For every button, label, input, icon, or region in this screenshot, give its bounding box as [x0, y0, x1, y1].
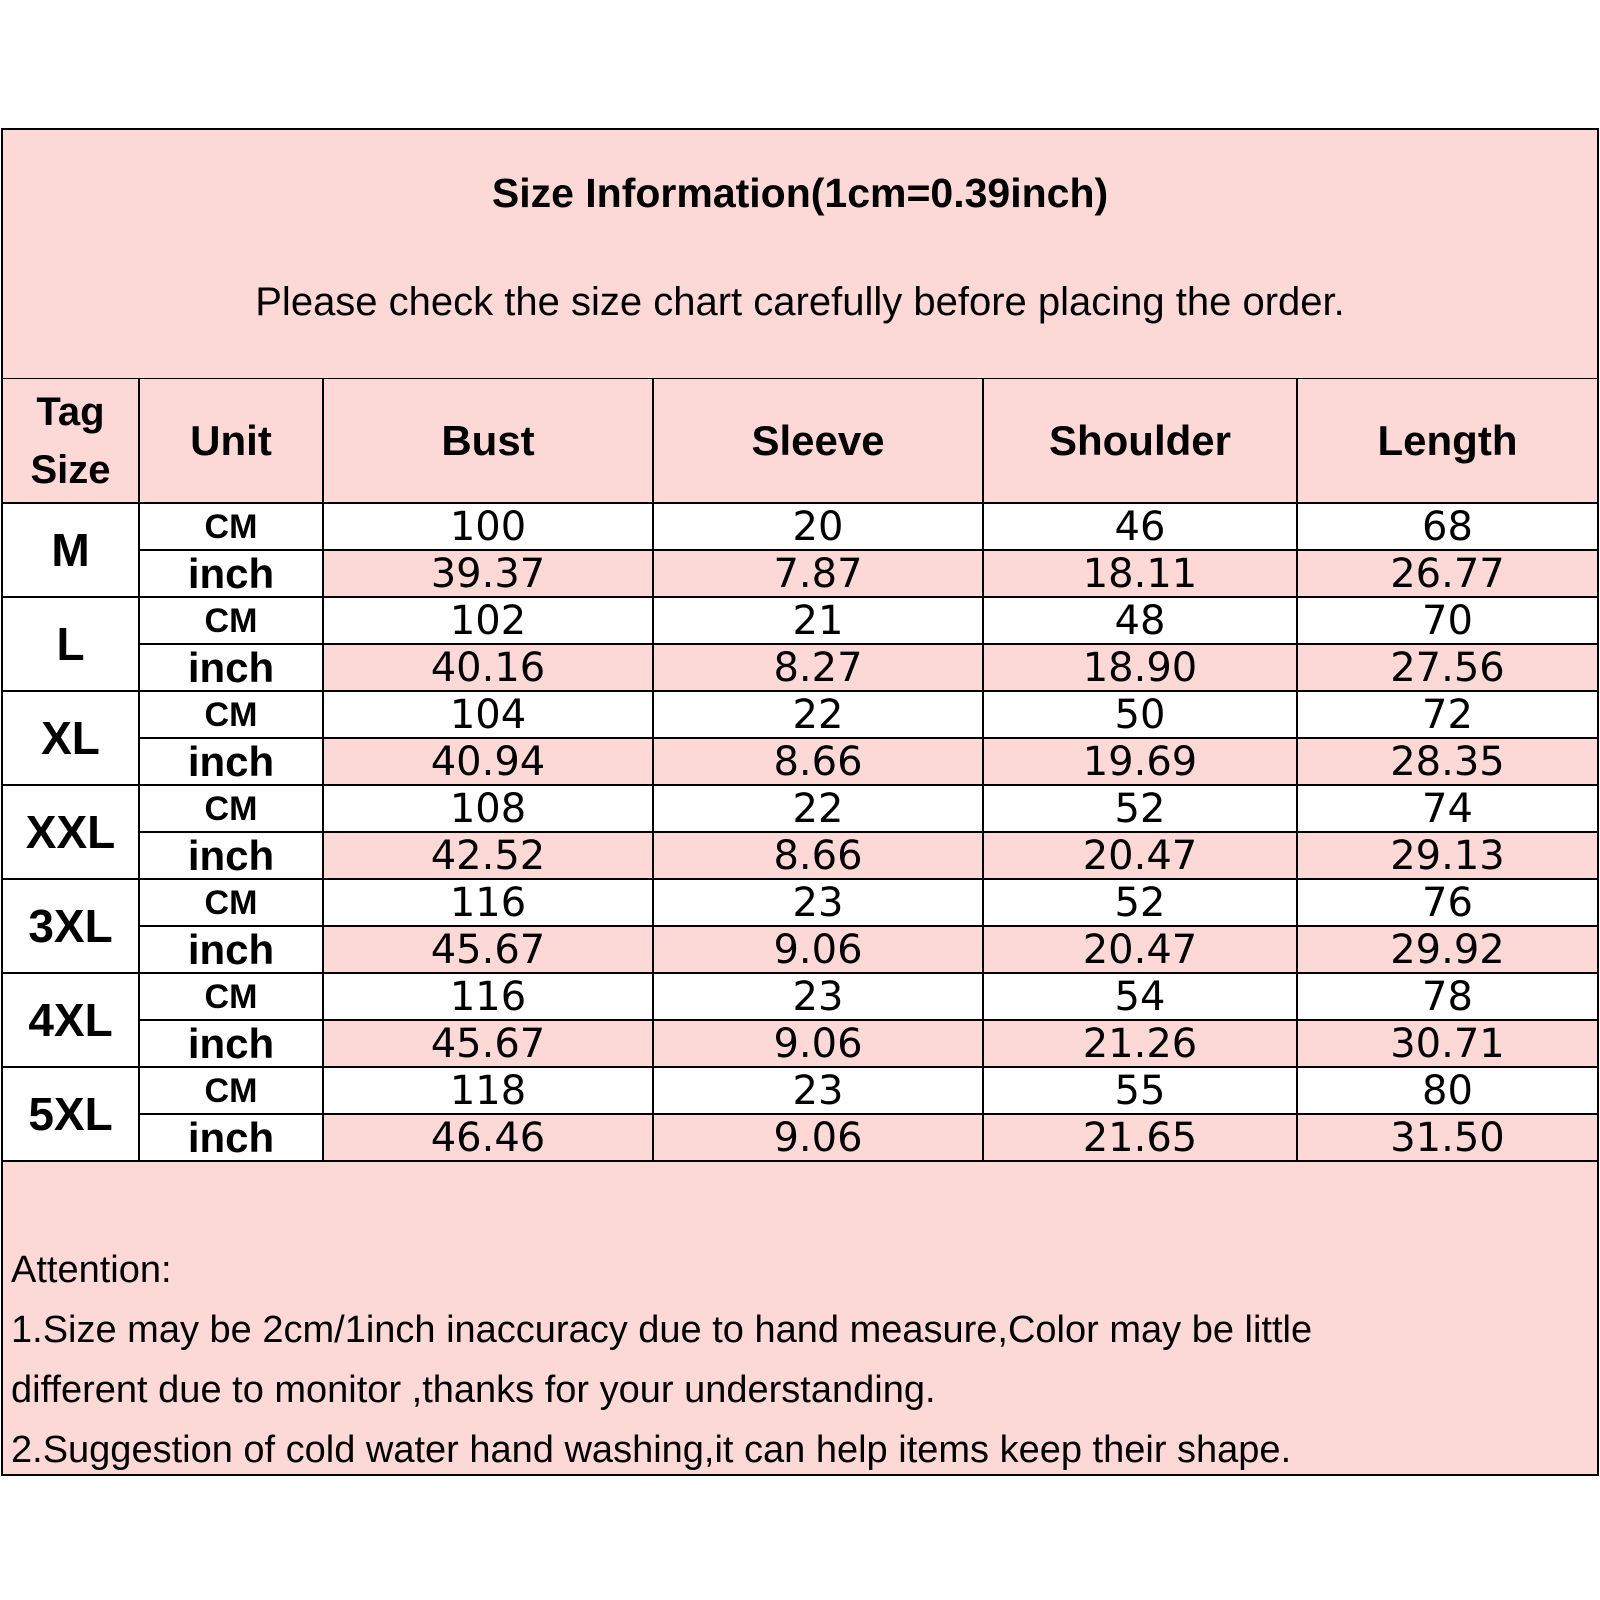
shoulder-inch-cell: 19.69	[983, 738, 1297, 785]
tag-size-cell: XXL	[3, 785, 139, 879]
length-inch-cell: 31.50	[1297, 1114, 1597, 1161]
tag-size-cell: 5XL	[3, 1067, 139, 1161]
size-row-inch	[3, 738, 1597, 785]
bust-inch-cell: 40.16	[323, 644, 653, 691]
attention-note-line: 1.Size may be 2cm/1inch inaccuracy due to hand measure,Color may be little	[11, 1309, 1313, 1351]
sleeve-cm-cell: 21	[653, 597, 983, 644]
unit-cell-cm: CM	[139, 879, 323, 926]
attention-note-line: 2.Suggestion of cold water hand washing,it can help items keep their shape.	[11, 1429, 1292, 1471]
unit-cell-cm: CM	[139, 691, 323, 738]
size-row-inch	[3, 926, 1597, 973]
bust-inch-cell: 39.37	[323, 550, 653, 597]
shoulder-cm-cell: 52	[983, 785, 1297, 832]
length-cm-cell: 76	[1297, 879, 1597, 926]
size-table	[3, 379, 1597, 1162]
column-header-unit: Unit	[139, 379, 323, 503]
tag-size-header-line2: Size	[30, 447, 111, 492]
size-row-cm	[3, 879, 1597, 926]
unit-cell-inch: inch	[139, 926, 323, 973]
bust-cm-cell: 118	[323, 1067, 653, 1114]
bust-inch-cell: 42.52	[323, 832, 653, 879]
unit-cell-cm: CM	[139, 597, 323, 644]
shoulder-cm-cell: 54	[983, 973, 1297, 1020]
bust-cm-cell: 100	[323, 503, 653, 550]
length-inch-cell: 27.56	[1297, 644, 1597, 691]
tag-size-cell: 4XL	[3, 973, 139, 1067]
column-header-sleeve: Sleeve	[653, 379, 983, 503]
sleeve-inch-cell: 9.06	[653, 1020, 983, 1067]
attention-heading: Attention:	[11, 1249, 172, 1291]
bust-cm-cell: 104	[323, 691, 653, 738]
length-inch-cell: 28.35	[1297, 738, 1597, 785]
unit-cell-inch: inch	[139, 738, 323, 785]
size-chart-title: Size Information(1cm=0.39inch)	[491, 170, 1109, 216]
shoulder-inch-cell: 21.26	[983, 1020, 1297, 1067]
length-cm-cell: 78	[1297, 973, 1597, 1020]
size-row-inch	[3, 1020, 1597, 1067]
bust-inch-cell: 45.67	[323, 1020, 653, 1067]
tag-size-cell: L	[3, 597, 139, 691]
unit-cell-inch: inch	[139, 1114, 323, 1161]
sleeve-cm-cell: 22	[653, 691, 983, 738]
shoulder-cm-cell: 50	[983, 691, 1297, 738]
column-header-shoulder: Shoulder	[983, 379, 1297, 503]
length-inch-cell: 29.92	[1297, 926, 1597, 973]
sleeve-inch-cell: 8.66	[653, 832, 983, 879]
sleeve-inch-cell: 8.27	[653, 644, 983, 691]
bust-inch-cell: 46.46	[323, 1114, 653, 1161]
column-header-tag-size	[3, 379, 139, 503]
size-row-cm	[3, 785, 1597, 832]
unit-cell-inch: inch	[139, 832, 323, 879]
length-inch-cell: 26.77	[1297, 550, 1597, 597]
sleeve-cm-cell: 22	[653, 785, 983, 832]
length-cm-cell: 72	[1297, 691, 1597, 738]
size-row-inch	[3, 550, 1597, 597]
sleeve-cm-cell: 23	[653, 1067, 983, 1114]
tag-size-cell: M	[3, 503, 139, 597]
length-cm-cell: 70	[1297, 597, 1597, 644]
bust-cm-cell: 116	[323, 879, 653, 926]
size-row-inch	[3, 832, 1597, 879]
size-row-inch	[3, 1114, 1597, 1161]
attention-note-line: different due to monitor ,thanks for your understanding.	[11, 1369, 936, 1411]
sleeve-cm-cell: 23	[653, 879, 983, 926]
size-table-body	[3, 503, 1597, 1161]
shoulder-inch-cell: 20.47	[983, 926, 1297, 973]
shoulder-cm-cell: 46	[983, 503, 1297, 550]
sleeve-inch-cell: 9.06	[653, 926, 983, 973]
size-row-inch	[3, 644, 1597, 691]
shoulder-cm-cell: 48	[983, 597, 1297, 644]
tag-size-cell: XL	[3, 691, 139, 785]
size-row-cm	[3, 691, 1597, 738]
shoulder-inch-cell: 21.65	[983, 1114, 1297, 1161]
length-cm-cell: 74	[1297, 785, 1597, 832]
shoulder-inch-cell: 20.47	[983, 832, 1297, 879]
unit-cell-cm: CM	[139, 973, 323, 1020]
size-row-cm	[3, 597, 1597, 644]
column-header-bust: Bust	[323, 379, 653, 503]
size-row-cm	[3, 1067, 1597, 1114]
size-row-cm	[3, 973, 1597, 1020]
bust-inch-cell: 45.67	[323, 926, 653, 973]
tag-size-cell: 3XL	[3, 879, 139, 973]
shoulder-cm-cell: 55	[983, 1067, 1297, 1114]
size-chart-header	[3, 130, 1597, 380]
length-inch-cell: 29.13	[1297, 832, 1597, 879]
bust-cm-cell: 102	[323, 597, 653, 644]
unit-cell-cm: CM	[139, 1067, 323, 1114]
size-chart	[1, 128, 1599, 1476]
shoulder-inch-cell: 18.11	[983, 550, 1297, 597]
unit-cell-inch: inch	[139, 644, 323, 691]
bust-cm-cell: 108	[323, 785, 653, 832]
bust-cm-cell: 116	[323, 973, 653, 1020]
shoulder-inch-cell: 18.90	[983, 644, 1297, 691]
unit-cell-inch: inch	[139, 550, 323, 597]
sleeve-inch-cell: 8.66	[653, 738, 983, 785]
bust-inch-cell: 40.94	[323, 738, 653, 785]
shoulder-cm-cell: 52	[983, 879, 1297, 926]
length-cm-cell: 80	[1297, 1067, 1597, 1114]
unit-cell-inch: inch	[139, 1020, 323, 1067]
unit-cell-cm: CM	[139, 785, 323, 832]
sleeve-inch-cell: 7.87	[653, 550, 983, 597]
sleeve-inch-cell: 9.06	[653, 1114, 983, 1161]
attention-notes	[11, 1240, 1581, 1480]
length-inch-cell: 30.71	[1297, 1020, 1597, 1067]
table-header-row	[3, 379, 1597, 503]
size-chart-subtitle: Please check the size chart carefully before placing the order.	[255, 280, 1345, 324]
tag-size-header-line1: Tag	[36, 389, 105, 434]
sleeve-cm-cell: 23	[653, 973, 983, 1020]
size-row-cm	[3, 503, 1597, 550]
unit-cell-cm: CM	[139, 503, 323, 550]
sleeve-cm-cell: 20	[653, 503, 983, 550]
length-cm-cell: 68	[1297, 503, 1597, 550]
column-header-length: Length	[1297, 379, 1597, 503]
